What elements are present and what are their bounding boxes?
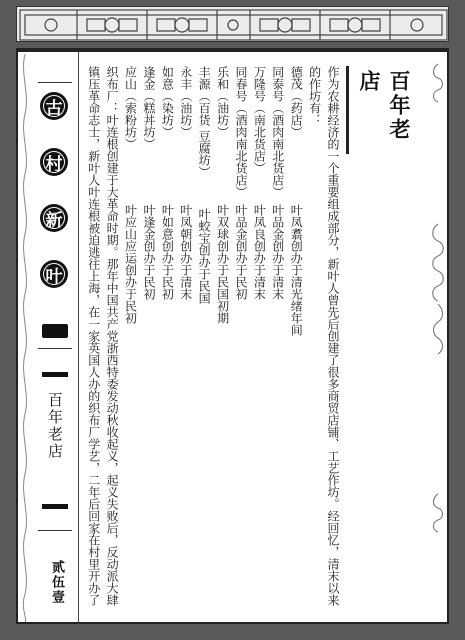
workshop-entry: 德茂（药店） 叶凤翥创办于清光绪年间 <box>289 66 304 336</box>
frame-bottom <box>0 624 465 640</box>
chapter-bracket-bottom <box>42 504 68 509</box>
chapter-bracket-top <box>42 372 68 377</box>
workshop-entry: 同泰号（酒肉南北货店） 叶品金创办于清末 <box>270 66 285 300</box>
frame-right <box>449 0 465 640</box>
spine-rule <box>38 82 72 83</box>
folio-number: 贰伍壹 <box>49 560 64 605</box>
seal-character: 古 <box>40 92 68 120</box>
brand-tag <box>42 324 68 338</box>
inner-rule-bottom <box>16 622 449 624</box>
workshop-entry: 同春号（酒肉南北货店） 叶品金创办于民初 <box>233 66 248 300</box>
lattice-pattern <box>17 7 450 43</box>
workshop-entry: 丰源（百货 豆腐坊） 叶蛟宝创办于民国 <box>197 66 212 304</box>
spine-divider <box>78 52 79 624</box>
workshop-entry: 乐和（油坊） 叶双球创办于民国初期 <box>215 66 230 324</box>
spine-column <box>38 52 72 624</box>
workshop-entry: 永丰（油坊） 叶凤朝创办于清末 <box>178 66 193 300</box>
spine-rule <box>38 348 72 349</box>
lattice-border <box>16 6 449 42</box>
right-cloud-ornament <box>429 54 447 622</box>
chapter-title: 百年老店 <box>46 392 64 460</box>
frame-left <box>0 0 16 640</box>
seal-character: 村 <box>40 148 68 176</box>
title-block <box>346 66 412 156</box>
workshop-entry: 逢金（糕丼坊） 叶逢金创办于民初 <box>141 66 156 300</box>
left-ornament <box>18 54 32 622</box>
inner-rule-top <box>16 48 449 52</box>
paragraph: 作为农耕经济的一个重要组成部分，新叶人曾先后创建了很多商贸店铺、工艺作坊。经回忆，清末以来的作坊有： <box>307 66 340 606</box>
workshop-entry: 如意（染坊） 叶如意创办于民初 <box>160 66 175 300</box>
title-rule <box>346 66 349 154</box>
paragraph: 织布厂：叶连根创建于大革命时期。那年中国共产党浙西特委发动秋收起义，起义失败后，反动派大肆镇压革命志士，新叶人叶连根被迫逃往上海，在一家英国人办的织布厂学艺，二年后回家在村里开办了 <box>86 66 120 606</box>
seal-character: 叶 <box>40 260 68 288</box>
article-body <box>86 66 342 606</box>
article-title: 百年老店 <box>357 70 412 142</box>
inner-rule-right <box>447 48 449 624</box>
workshop-entry: 应山（索粉坊） 叶应山应运创办于民初 <box>123 66 138 324</box>
spine-rule <box>38 530 72 531</box>
workshop-entry: 万隆号（南北货店） 叶凤良创办于清末 <box>252 66 267 300</box>
seal-character: 新 <box>40 204 68 232</box>
